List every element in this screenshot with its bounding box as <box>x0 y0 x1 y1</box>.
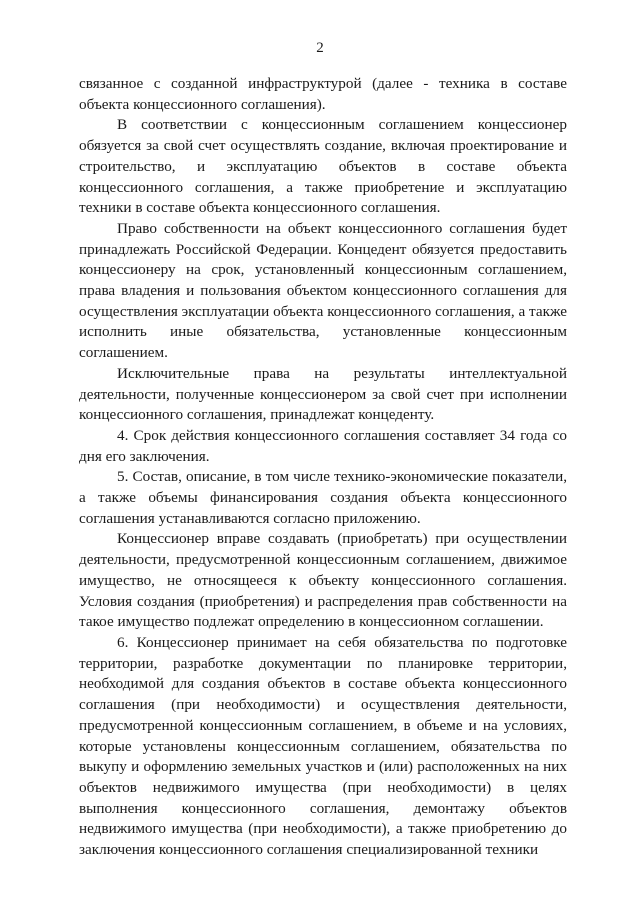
paragraph-territory-preparation: 6. Концессионер принимает на себя обязательства по подготовке территории, разработке документации по планировке территории, необходимой для создания объектов в составе объекта концессионного соглашения (при необходимости) и осуществления деятельности, предусмотренной концессионным соглашением, в объеме и на условиях, которые установлены концессионным соглашением, обязательства по выкупу и оформлению земельных участков и (или) расположенных на них объектов недвижимого имущества (при необходимости) в целях выполнения концессионного соглашения, демонтажу объектов недвижимого имущества (при необходимости), а также приобретению до заключения концессионного соглашения специализированной техники <box>79 633 567 859</box>
paragraph-ownership: Право собственности на объект концессионного соглашения будет принадлежать Российской Федерации. Концедент обязуется предоставить концессионеру на срок, установленный концессионным соглашением, права владения и пользования объектом концессионного соглашения для осуществления эксплуатации объекта концессионного соглашения, а также исполнить иные обязательства, установленные концессионным соглашением. <box>79 219 567 362</box>
page-number: 2 <box>316 40 324 56</box>
document-body <box>79 74 567 861</box>
paragraph-movable-property: Концессионер вправе создавать (приобретать) при осуществлении деятельности, предусмотренной концессионным соглашением, движимое имущество, не относящееся к объекту концессионного соглашения. Условия создания (приобретения) и распределения прав собственности на такое имущество подлежат определению в концессионном соглашении. <box>79 530 567 631</box>
paragraph-continuation: связанное с созданной инфраструктурой (далее - техника в составе объекта концессионного соглашения). <box>79 75 567 113</box>
paragraph-intellectual-property: Исключительные права на результаты интеллектуальной деятельности, полученные концессионером за свой счет при исполнении концессионного соглашения, принадлежат концеденту. <box>79 364 567 424</box>
paragraph-term: 4. Срок действия концессионного соглашения составляет 34 года со дня его заключения. <box>79 426 567 465</box>
paragraph-obligations: В соответствии с концессионным соглашением концессионер обязуется за свой счет осуществлять создание, включая проектирование и строительство, и эксплуатацию объектов в составе объекта концессионного соглашения, а также приобретение и эксплуатацию техники в составе объекта концессионного соглашения. <box>79 116 567 217</box>
paragraph-composition: 5. Состав, описание, в том числе технико-экономические показатели, а также объемы финансирования создания объекта концессионного соглашения устанавливаются согласно приложению. <box>79 468 567 527</box>
